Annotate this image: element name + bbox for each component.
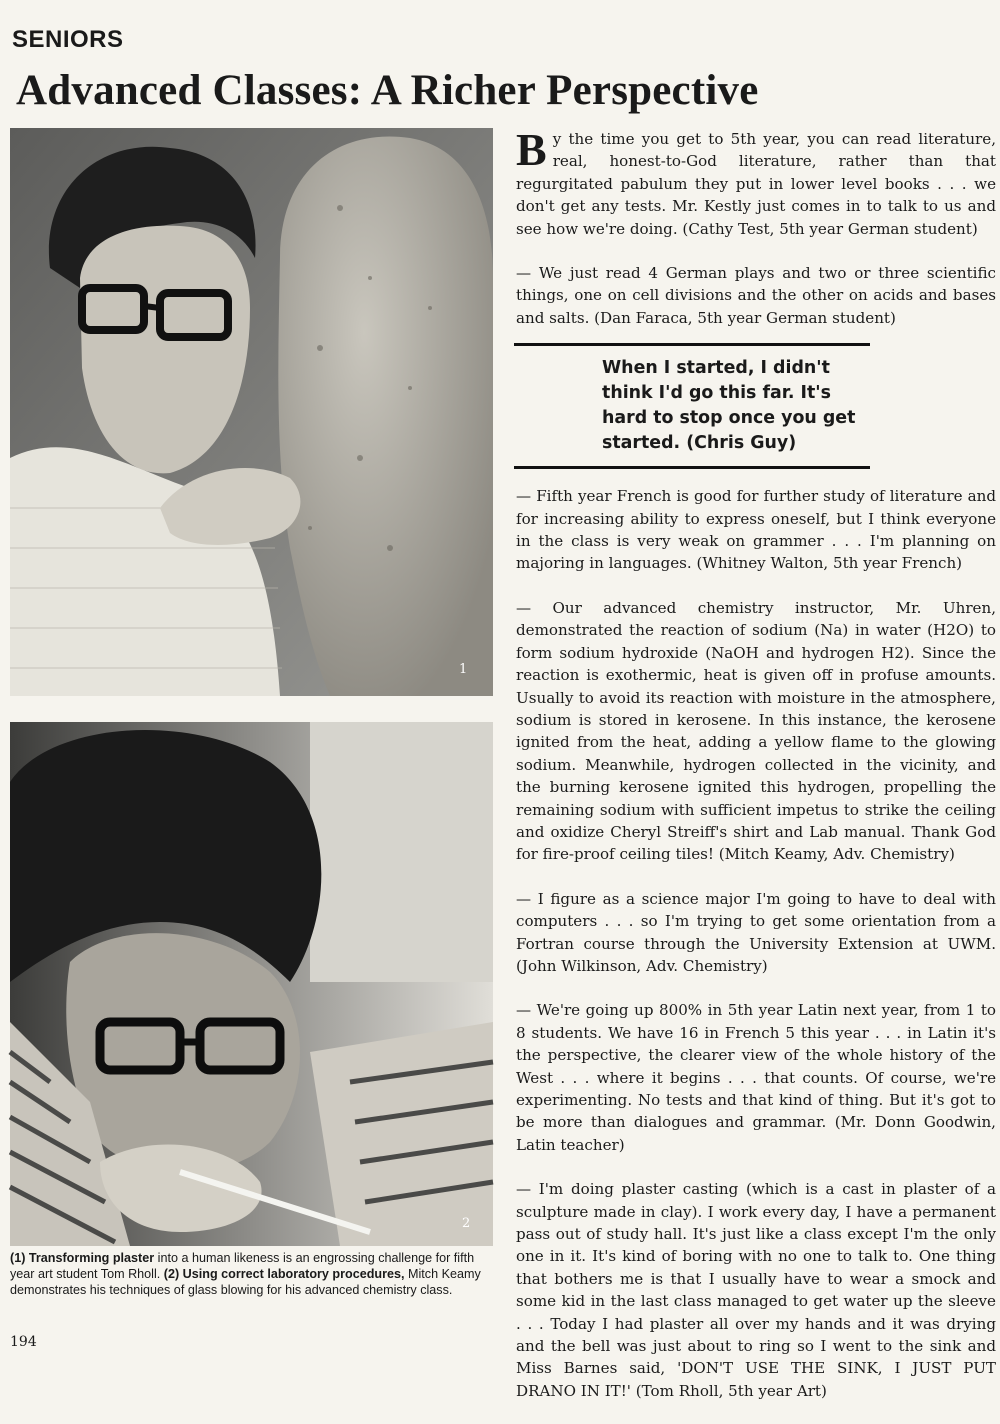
photo-plaster-sculpture	[10, 128, 493, 696]
article-paragraph-1	[516, 124, 996, 240]
caption-1-lead: (1) Transforming plaster	[10, 1251, 155, 1265]
article-paragraph-6: — We're going up 800% in 5th year Latin next year, from 1 to 8 students. We have 16 in French 5 this year . . . in Latin it's the perspective, the clearer view of the whole history of the West . . . where it begins . . . that counts. Of course, we're experimenting. No tests and that kind of thing. But it's got to be more than dialogues and grammar. (Mr. Donn Goodwin, Latin teacher)	[516, 1001, 996, 1154]
caption-2-text: Mitch Keamy demonstrates his techniques of glass blowing for his advanced chemistry class.	[10, 1267, 481, 1297]
article-paragraph-3: — Fifth year French is good for further study of literature and for increasing ability to express oneself, but I think everyone in the class is very weak on grammer . . . I'm planning on majoring in languages. (Whitney Walton, 5th year French)	[516, 487, 996, 573]
pull-quote: When I started, I didn't think I'd go this far. It's hard to stop once you get started. (Chris Guy)	[602, 358, 856, 454]
photo-number-2: 2	[462, 1216, 471, 1231]
photo-1-illustration	[10, 128, 493, 696]
pull-quote-box	[514, 343, 870, 469]
article-column	[516, 124, 996, 1424]
page-title: Advanced Classes: A Richer Perspective	[16, 67, 759, 114]
article-paragraph-1-text: y the time you get to 5th year, you can read literature, real, honest-to-God literature, rather than that regurgitated pabulum they put in lower level books . . . we don't get any tests. Mr. Kestly just comes in to talk to us and see how we're doing. (Cathy Test, 5th year German student)	[516, 130, 996, 238]
caption-2-lead: (2) Using correct laboratory procedures,	[163, 1267, 405, 1281]
article-paragraph-2: — We just read 4 German plays and two or three scientific things, one on cell divisions and the other on acids and bases and salts. (Dan Faraca, 5th year German student)	[516, 264, 996, 327]
article-paragraph-7: — I'm doing plaster casting (which is a cast in plaster of a sculpture made in clay). I work every day, I have a permanent pass out of study hall. It's just like a class except I'm the only one in it. It's kind of boring with no one to talk to. One thing that bothers me is that I usually have to wear a smock and some kid in the last class managed to get water up the sleeve . . . Today I had plaster all over my hands and it was drying and the bell was just about to ring so I went to the sink and Miss Barnes said, 'DON'T USE THE SINK, I JUST PUT DRANO IN IT!' (Tom Rholl, 5th year Art)	[516, 1180, 996, 1400]
photo-caption	[10, 1250, 494, 1298]
photo-number-1: 1	[459, 662, 468, 677]
photo-glass-blowing	[10, 722, 493, 1246]
caption-1-text: into a human likeness is an engrossing challenge for fifth year art student Tom Rholl.	[10, 1251, 475, 1281]
article-paragraph-5: — I figure as a science major I'm going to have to deal with computers . . . so I'm trying to get some orientation from a Fortran course through the University Extension at UWM. (John Wilkinson, Adv. Chemistry)	[516, 889, 996, 975]
article-paragraph-4: — Our advanced chemistry instructor, Mr. Uhren, demonstrated the reaction of sodium (Na) in water (H2O) to form sodium hydroxide (NaOH and hydrogen H2). Since the reaction is exothermic, heat is given off in profuse amounts. Usually to avoid its reaction with moisture in the atmosphere, sodium is stored in kerosene. In this instance, the kerosene ignited from the heat, adding a yellow flame to the glowing sodium. Meanwhile, hydrogen collected in the vicinity, and the burning kerosene ignited this hydrogen, propelling the remaining sodium with sufficient impetus to strike the ceiling and oxidize Cheryl Streiff's shirt and Lab manual. Thank God for fire-proof ceiling tiles! (Mitch Keamy, Adv. Chemistry)	[516, 598, 996, 864]
section-label: SENIORS	[12, 26, 124, 53]
drop-cap: B	[516, 124, 547, 175]
photo-2-illustration	[10, 722, 493, 1246]
page-number: 194	[10, 1334, 37, 1350]
